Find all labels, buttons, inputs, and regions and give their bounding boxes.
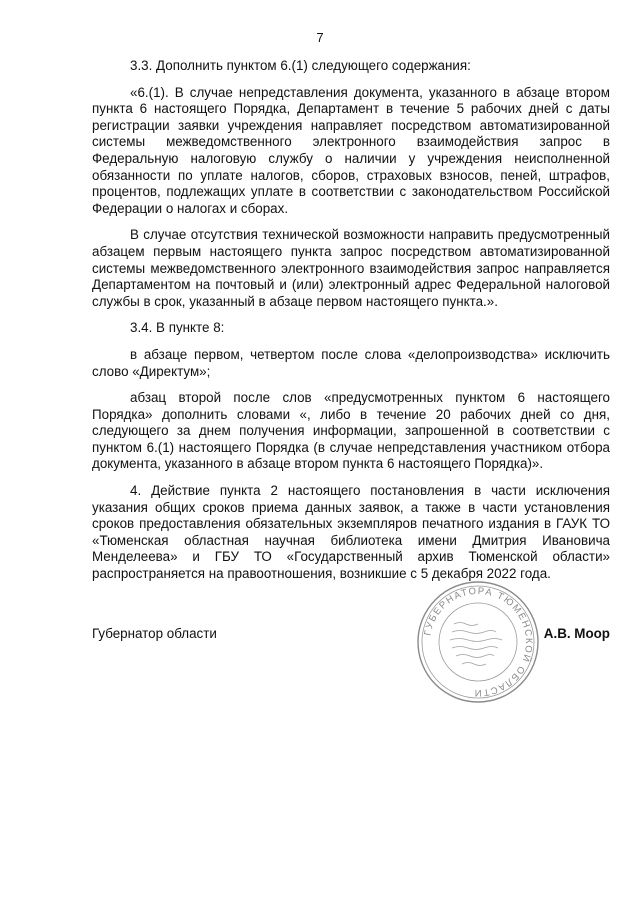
signatory-name: А.В. Моор bbox=[543, 626, 610, 641]
paragraph-4: 4. Действие пункта 2 настоящего постановления в части исключения указания общих сроков приема данных заявок, а также в части установления сроков предоставления обязательных экземпляров печатного издания в ГАУК ТО «Тюменская областная научная библиотека имени Дмитрия Ивановича Менделеева» и ГБУ ТО «Государственный архив Тюменской области» распространяется на правоотношения, возникшие с 5 декабря 2022 года. bbox=[92, 483, 610, 582]
paragraph-3-4-second: абзац второй после слов «предусмотренных пунктом 6 настоящего Порядка» дополнить словами «, либо в течение 20 рабочих дней со дня, следующего за днем получения информации, запрошенной в соответствии с пунктом 6.(1) настоящего Порядка (в случае непредставления участником отбора документа, указанного в абзаце втором пункта 6 настоящего Порядка)». bbox=[92, 390, 610, 472]
paragraph-3-4-first: в абзаце первом, четвертом после слова «делопроизводства» исключить слово «Директум»; bbox=[92, 346, 610, 379]
page-number: 7 bbox=[316, 30, 324, 45]
paragraph-6-1: «6.(1). В случае непредставления документа, указанного в абзаце втором пункта 6 настоящего Порядка, Департамент в течение 5 рабочих дней с даты регистрации заявки учреждения направляет посредством автоматизированной системы межведомственного электронного взаимодействия запрос в Федеральную налоговую службу о наличии у учреждения неисполненной обязанности по уплате налогов, сборов, страховых взносов, пеней, штрафов, процентов, подлежащих уплате в соответствии с законодательством Российской Федерации о налогах и сборах. bbox=[92, 84, 610, 216]
document-body bbox=[92, 58, 610, 593]
signatory-title: Губернатор области bbox=[92, 626, 217, 641]
seal-ring-text: ГУБЕРНАТОРА ТЮМЕНСКОЙ ОБЛАСТИ bbox=[422, 585, 535, 699]
paragraph-3-4: 3.4. В пункте 8: bbox=[130, 320, 225, 336]
official-seal-icon bbox=[416, 580, 540, 704]
paragraph-3-3: 3.3. Дополнить пунктом 6.(1) следующего содержания: bbox=[130, 58, 471, 73]
paragraph-6-1-second: В случае отсутствия технической возможности направить предусмотренный абзацем первым настоящего пункта запрос посредством автоматизированной системы межведомственного электронного взаимодействия запрос направляется Департаментом на почтовый и (или) электронный адрес Федеральной налоговой службы в срок, указанный в абзаце первом настоящего пункта.». bbox=[92, 227, 610, 309]
